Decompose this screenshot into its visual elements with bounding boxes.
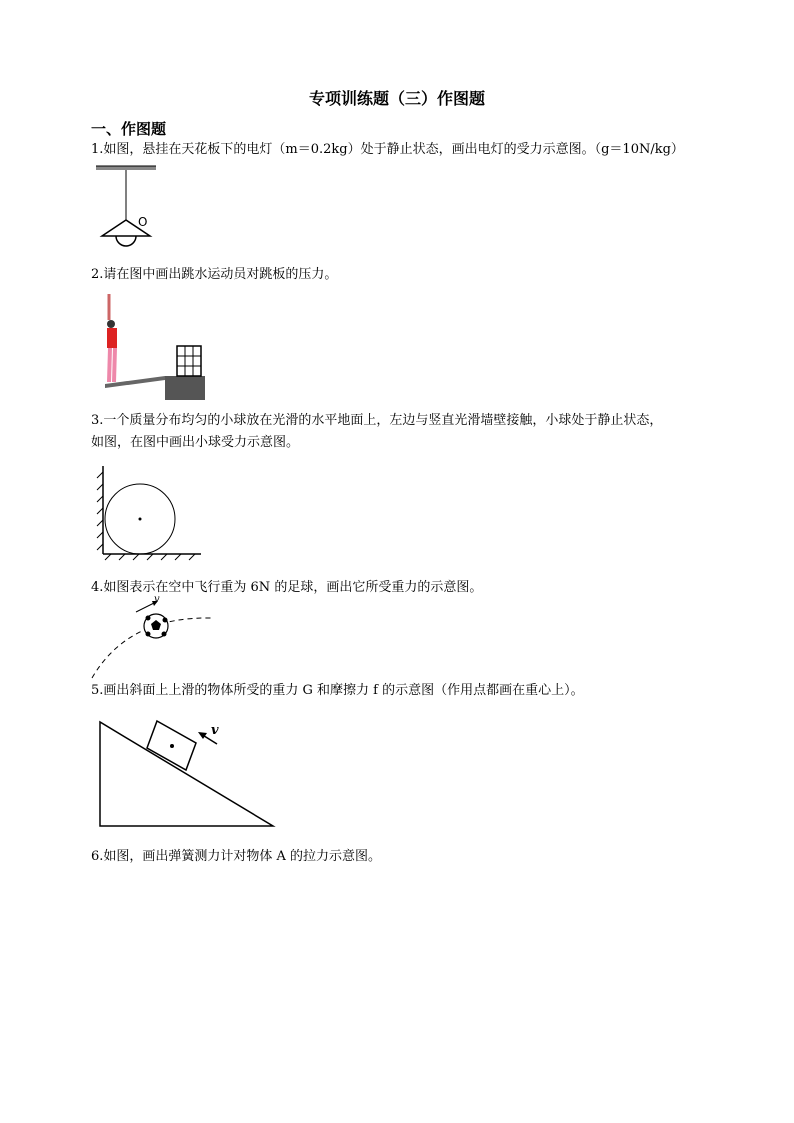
ceiling <box>96 166 156 170</box>
question-4-figure-football <box>88 596 218 681</box>
question-6-text: 6.如图，画出弹簧测力计对物体 A 的拉力示意图。 <box>91 849 382 864</box>
question-2-text: 2.请在图中画出跳水运动员对跳板的压力。 <box>91 267 338 282</box>
question-4-text: 4.如图表示在空中飞行重为 6N 的足球，画出它所受重力的示意图。 <box>91 580 483 595</box>
section-heading: 一、作图题 <box>91 120 167 138</box>
ball-center <box>139 518 142 521</box>
page-title: 专项训练题（三）作图题 <box>308 89 485 108</box>
block-center <box>170 744 174 748</box>
question-1-text: 1.如图，悬挂在天花板下的电灯（m＝0.2kg）处于静止状态，画出电灯的受力示意图。（g＝10N/kg） <box>91 142 684 157</box>
question-3-text-line2: 如图，在图中画出小球受力示意图。 <box>91 435 300 450</box>
velocity-label: v <box>211 723 219 738</box>
velocity-label: v <box>154 594 160 605</box>
bulb <box>116 236 136 246</box>
question-1-figure-lamp <box>90 160 170 260</box>
question-3-figure-ball-wall <box>95 462 210 562</box>
question-3-text: 3.一个质量分布均匀的小球放在光滑的水平地面上，左边与竖直光滑墙壁接触，小球处于静止状态， <box>91 413 663 428</box>
question-5-figure-incline <box>97 718 277 830</box>
board-stand <box>165 376 205 400</box>
question-5-text: 5.画出斜面上上滑的物体所受的重力 G 和摩擦力 f 的示意图（作用点都画在重心上）。 <box>91 683 584 698</box>
point-o-label: O <box>138 215 148 229</box>
diver-body <box>107 328 117 348</box>
question-2-figure-diver <box>95 290 210 400</box>
